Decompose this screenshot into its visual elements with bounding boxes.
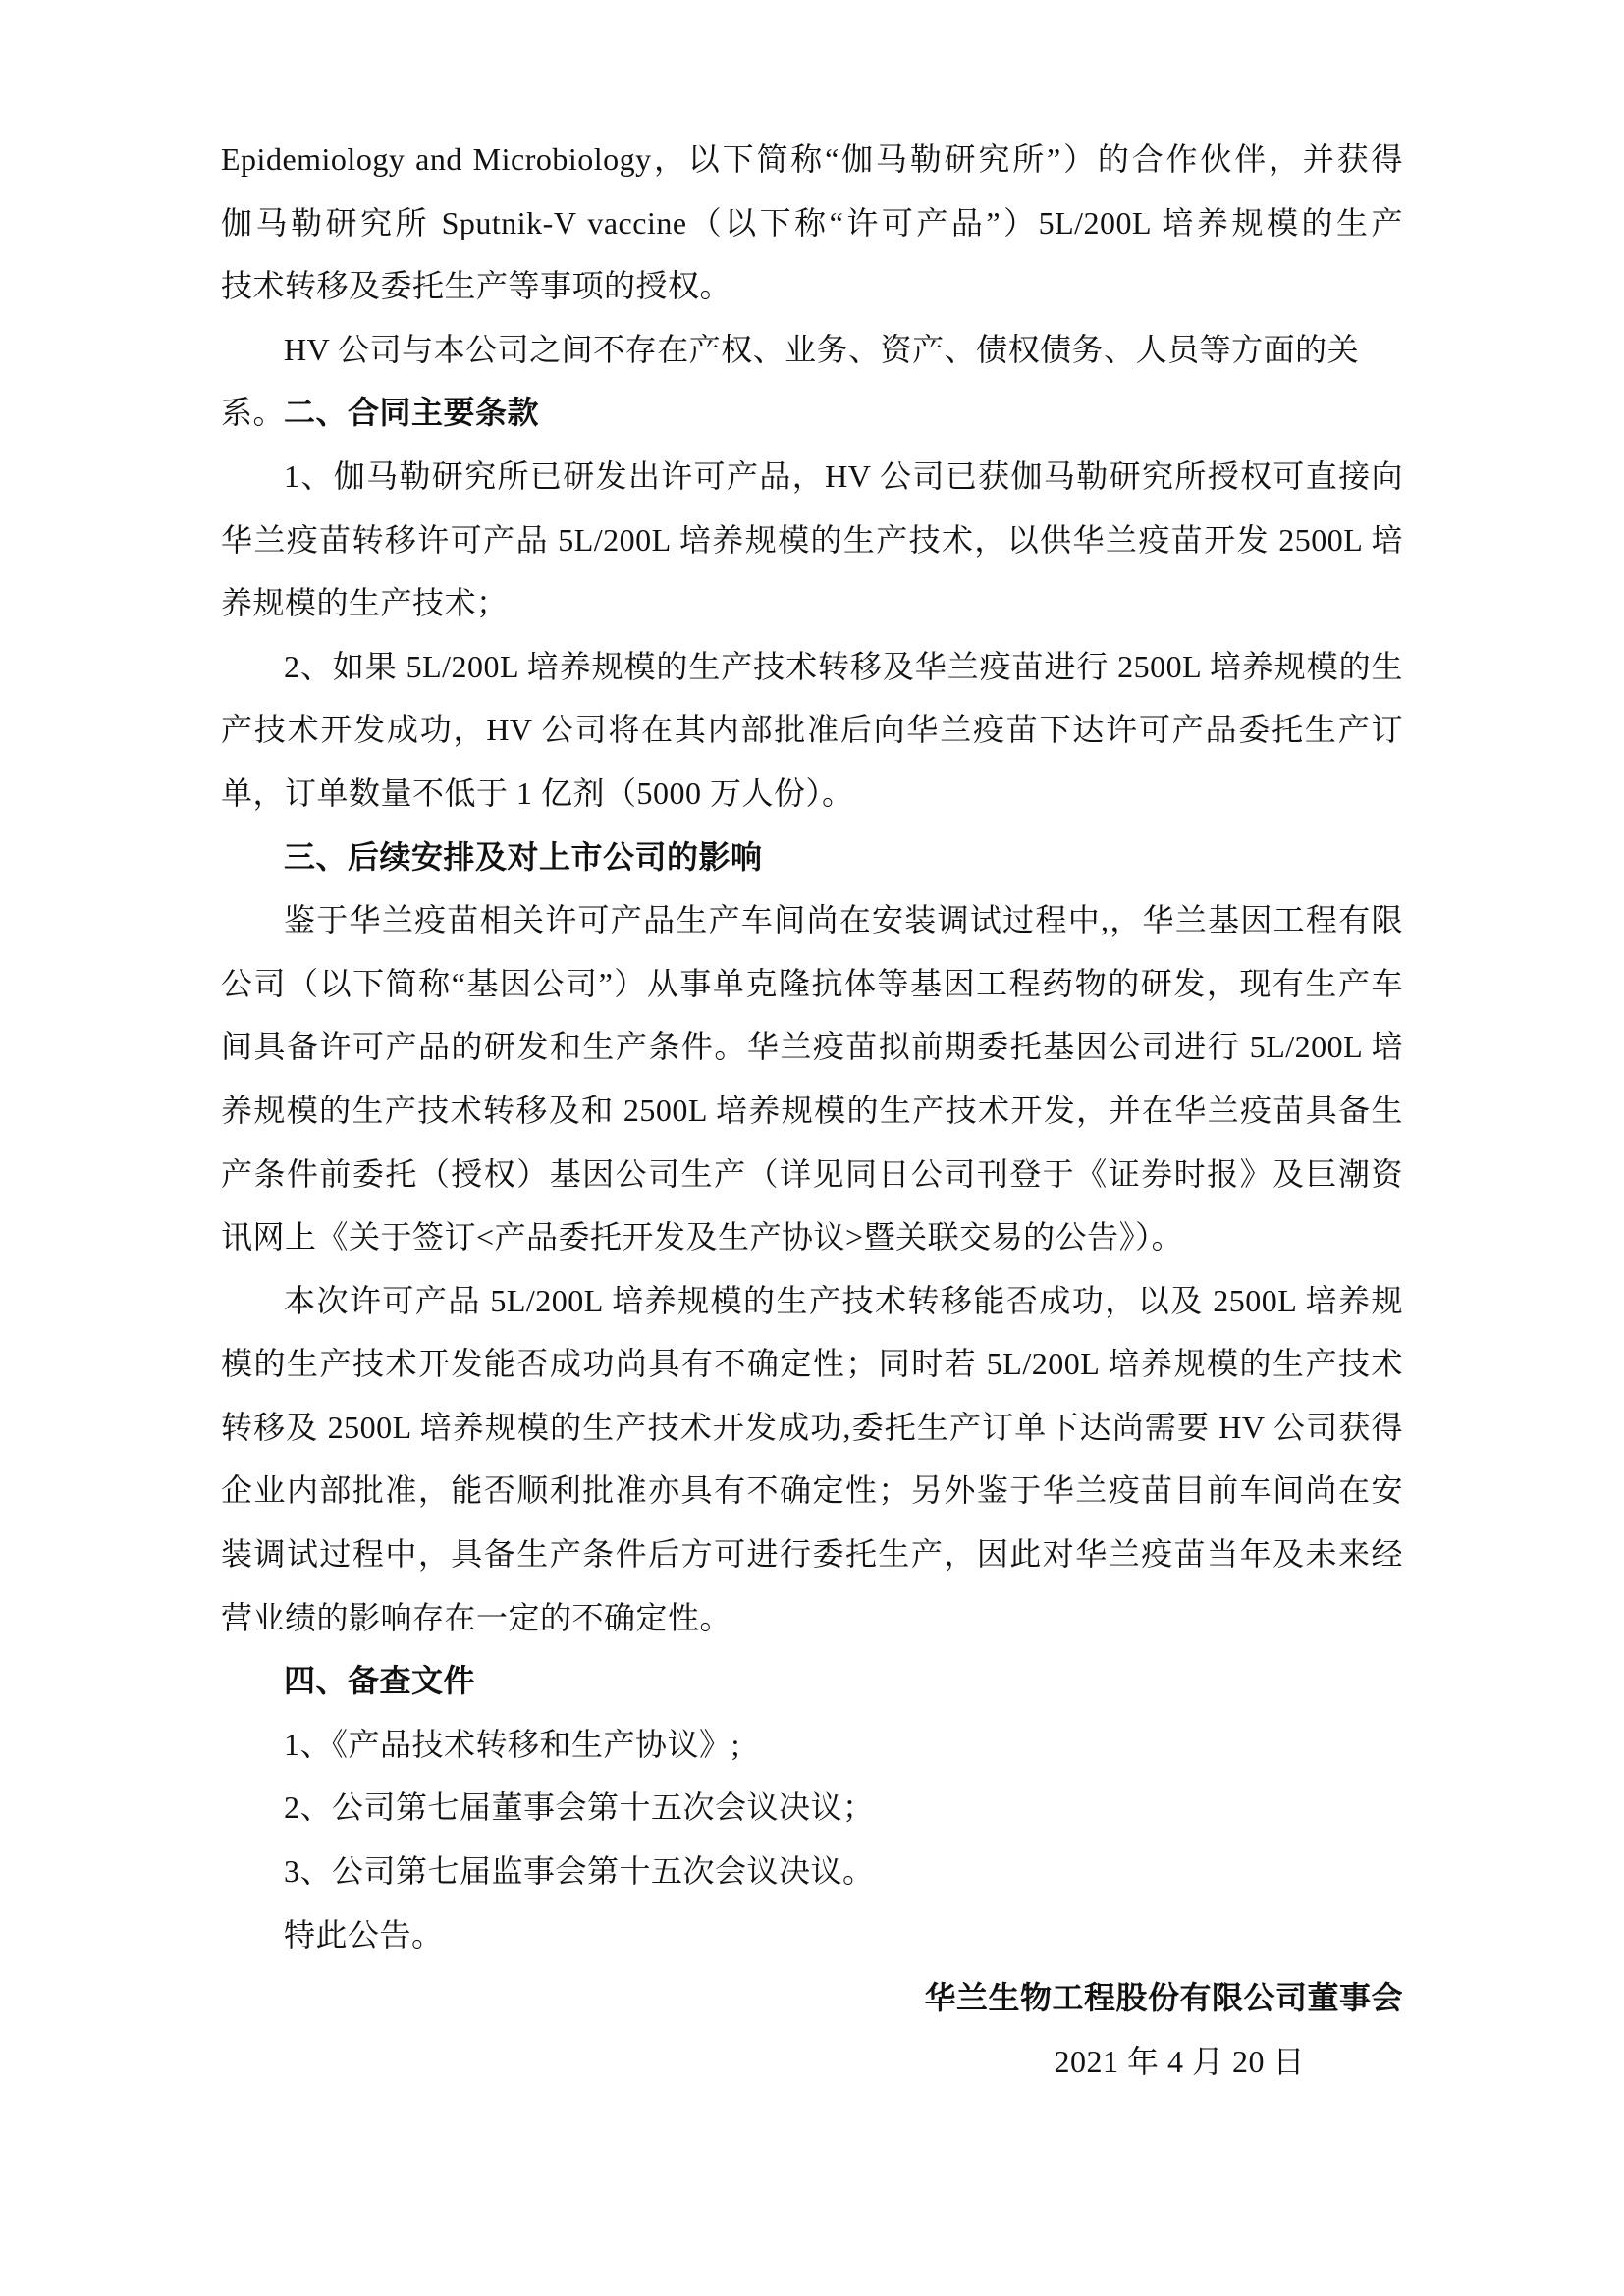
body-line: 产技术开发成功，HV 公司将在其内部批准后向华兰疫苗下达许可产品委托生产订: [221, 712, 1403, 748]
body-line: 技术转移及委托生产等事项的授权。: [221, 268, 732, 304]
body-line: 养规模的生产技术；: [221, 585, 509, 621]
reference-document-item: 2、公司第七届董事会第十五次会议决议；: [284, 1789, 875, 1826]
body-line: 1、伽马勒研究所已研发出许可产品，HV 公司已获伽马勒研究所授权可直接向: [284, 457, 1403, 494]
body-line: 2、如果 5L/200L 培养规模的生产技术转移及华兰疫苗进行 2500L 培养规模的生: [284, 648, 1403, 684]
section-heading-contract-terms: 二、合同主要条款: [284, 395, 540, 431]
body-line: 讯网上《关于签订<产品委托开发及生产协议>暨关联交易的公告》）。: [221, 1219, 1184, 1255]
closing-statement: 特此公告。: [284, 1916, 444, 1952]
reference-document-item: 1、《产品技术转移和生产协议》;: [284, 1726, 740, 1762]
body-line: 鉴于华兰疫苗相关许可产品生产车间尚在安装调试过程中,，华兰基因工程有限: [284, 902, 1403, 938]
body-line: 模的生产技术开发能否成功尚具有不确定性；同时若 5L/200L 培养规模的生产技术: [221, 1346, 1403, 1382]
body-line: 转移及 2500L 培养规模的生产技术开发成功,委托生产订单下达尚需要 HV 公司获得: [221, 1409, 1403, 1445]
body-line: 公司（以下简称“基因公司”）从事单克隆抗体等基因工程药物的研发，现有生产车: [221, 965, 1403, 1001]
body-line: 养规模的生产技术转移及和 2500L 培养规模的生产技术开发，并在华兰疫苗具备生: [221, 1092, 1403, 1128]
body-line: 营业绩的影响存在一定的不确定性。: [221, 1599, 732, 1635]
body-line: 伽马勒研究所 Sputnik-V vaccine（以下称“许可产品”）5L/200L 培养规模的生产: [221, 204, 1403, 240]
signature-date: 2021 年 4 月 20 日: [1054, 2043, 1305, 2079]
body-line: 单，订单数量不低于 1 亿剂（5000 万人份）。: [221, 774, 854, 811]
body-line: 本次许可产品 5L/200L 培养规模的生产技术转移能否成功，以及 2500L 培养规: [284, 1282, 1403, 1318]
body-line: 华兰疫苗转移许可产品 5L/200L 培养规模的生产技术，以供华兰疫苗开发 2500L 培: [221, 521, 1403, 558]
section-heading-follow-up-impact: 三、后续安排及对上市公司的影响: [284, 838, 763, 875]
body-line: 产条件前委托（授权）基因公司生产（详见同日公司刊登于《证券时报》及巨潮资: [221, 1155, 1403, 1192]
section-heading-reference-documents: 四、备查文件: [284, 1663, 476, 1699]
body-line: 装调试过程中，具备生产条件后方可进行委托生产，因此对华兰疫苗当年及未来经: [221, 1536, 1403, 1573]
signature-company: 华兰生物工程股份有限公司董事会: [924, 1980, 1403, 2016]
body-line: 间具备许可产品的研发和生产条件。华兰疫苗拟前期委托基因公司进行 5L/200L 培: [221, 1029, 1403, 1065]
body-line: 企业内部批准，能否顺利批准亦具有不确定性；另外鉴于华兰疫苗目前车间尚在安: [221, 1472, 1403, 1509]
body-line: HV 公司与本公司之间不存在产权、业务、资产、债权债务、人员等方面的关系。: [221, 331, 1360, 431]
reference-document-item: 3、公司第七届监事会第十五次会议决议。: [284, 1853, 875, 1890]
body-line: Epidemiology and Microbiology，以下简称“伽马勒研究所”）的合作伙伴，并获得: [221, 141, 1403, 177]
